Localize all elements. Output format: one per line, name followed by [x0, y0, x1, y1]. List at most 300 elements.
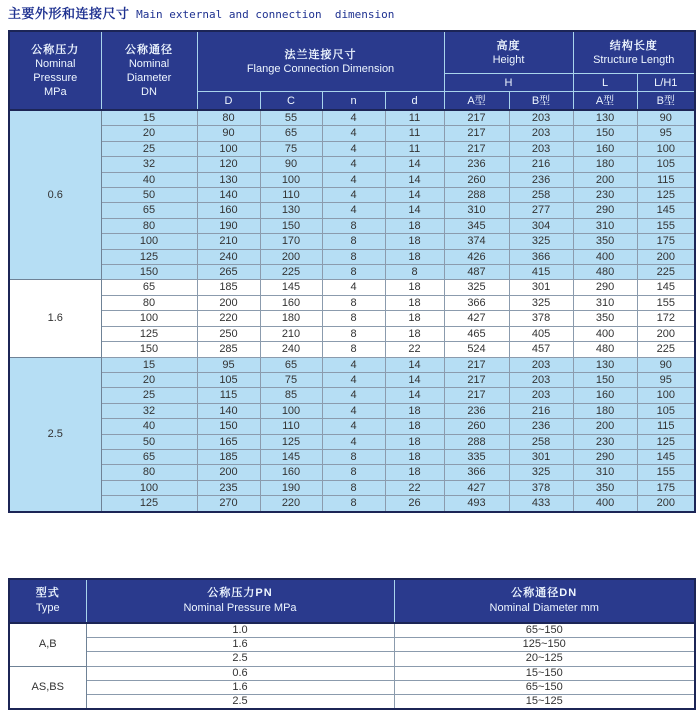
cell: 415 [509, 265, 573, 280]
cell: 125 [101, 326, 197, 341]
cell: 18 [385, 434, 444, 449]
cell: 95 [197, 357, 260, 372]
table-row [9, 652, 695, 666]
table-row [9, 480, 695, 495]
cell: 110 [260, 419, 322, 434]
cell: 65 [101, 203, 197, 218]
cell: 8 [322, 265, 385, 280]
header-h: H [444, 74, 573, 92]
table-row [9, 388, 695, 403]
cell: 1.6 [86, 680, 394, 694]
table-row [9, 172, 695, 187]
cell: 304 [509, 218, 573, 233]
cell: 18 [385, 249, 444, 264]
cell: 100 [637, 141, 695, 156]
cell: 180 [260, 311, 322, 326]
cell: 155 [637, 218, 695, 233]
table-row [9, 295, 695, 310]
cell: 32 [101, 157, 197, 172]
cell: 457 [509, 342, 573, 357]
cell: 22 [385, 480, 444, 495]
cell: 11 [385, 126, 444, 141]
cell: 345 [444, 218, 509, 233]
type-group-cell: A,B [9, 623, 86, 666]
cell: 150 [101, 342, 197, 357]
cell: 350 [573, 480, 637, 495]
cell: 155 [637, 295, 695, 310]
cell: 378 [509, 480, 573, 495]
table-row [9, 311, 695, 326]
page-title [8, 3, 394, 23]
cell: 366 [444, 465, 509, 480]
cell: 427 [444, 480, 509, 495]
cell: 175 [637, 480, 695, 495]
cell: 125 [101, 249, 197, 264]
cell: 125 [260, 434, 322, 449]
cell: 100 [260, 403, 322, 418]
cell: 18 [385, 311, 444, 326]
table-row [9, 638, 695, 652]
cell: 288 [444, 188, 509, 203]
cell: 105 [637, 157, 695, 172]
cell: 4 [322, 203, 385, 218]
table-row [9, 218, 695, 233]
cell: 140 [197, 188, 260, 203]
table-row [9, 188, 695, 203]
cell: 400 [573, 496, 637, 512]
cell: 4 [322, 419, 385, 434]
cell: 0.6 [86, 666, 394, 680]
header-structure-length: 结构长度 Structure Length [573, 31, 695, 74]
header-nominal-diameter: 公称通径 Nominal Diameter DN [101, 31, 197, 110]
table-row [9, 203, 695, 218]
type-table-body [9, 623, 695, 709]
cell: 350 [573, 311, 637, 326]
cell: 4 [322, 388, 385, 403]
table-row [9, 126, 695, 141]
cell: 14 [385, 188, 444, 203]
cell: 125 [637, 188, 695, 203]
cell: 20 [101, 372, 197, 387]
cell: 200 [260, 249, 322, 264]
cell: 8 [322, 218, 385, 233]
cell: 80 [101, 295, 197, 310]
cell: 465 [444, 326, 509, 341]
cell: 145 [260, 449, 322, 464]
cell: 115 [637, 172, 695, 187]
cell: 15~125 [394, 695, 695, 710]
cell: 8 [385, 265, 444, 280]
cell: 100 [260, 172, 322, 187]
cell: 433 [509, 496, 573, 512]
cell: 8 [322, 295, 385, 310]
cell: 14 [385, 388, 444, 403]
table-row [9, 141, 695, 156]
pressure-group-cell: 0.6 [9, 110, 101, 280]
cell: 236 [444, 403, 509, 418]
cell: 480 [573, 265, 637, 280]
cell: 8 [322, 234, 385, 249]
cell: 18 [385, 280, 444, 295]
cell: 426 [444, 249, 509, 264]
cell: 14 [385, 157, 444, 172]
header-dn: 公称通径DN Nominal Diameter mm [394, 579, 695, 623]
cell: 150 [573, 372, 637, 387]
cell: 265 [197, 265, 260, 280]
cell: 65 [260, 126, 322, 141]
table-row [9, 110, 695, 126]
cell: 18 [385, 218, 444, 233]
cell: 225 [637, 342, 695, 357]
cell: 14 [385, 372, 444, 387]
cell: 11 [385, 141, 444, 156]
cell: 100 [101, 480, 197, 495]
cell: 236 [509, 419, 573, 434]
cell: 216 [509, 403, 573, 418]
header-subcol-0: D [197, 92, 260, 111]
cell: 285 [197, 342, 260, 357]
cell: 260 [444, 172, 509, 187]
cell: 14 [385, 172, 444, 187]
cell: 130 [573, 357, 637, 372]
cell: 217 [444, 110, 509, 126]
cell: 105 [637, 403, 695, 418]
cell: 240 [260, 342, 322, 357]
cell: 235 [197, 480, 260, 495]
cell: 190 [197, 218, 260, 233]
cell: 180 [573, 403, 637, 418]
cell: 18 [385, 465, 444, 480]
cell: 175 [637, 234, 695, 249]
cell: 130 [573, 110, 637, 126]
cell: 50 [101, 188, 197, 203]
cell: 288 [444, 434, 509, 449]
cell: 335 [444, 449, 509, 464]
cell: 290 [573, 280, 637, 295]
cell: 125 [101, 496, 197, 512]
cell: 130 [260, 203, 322, 218]
cell: 90 [260, 157, 322, 172]
cell: 18 [385, 449, 444, 464]
cell: 115 [197, 388, 260, 403]
cell: 301 [509, 280, 573, 295]
cell: 310 [573, 465, 637, 480]
cell: 145 [637, 280, 695, 295]
cell: 325 [509, 295, 573, 310]
cell: 301 [509, 449, 573, 464]
cell: 200 [573, 172, 637, 187]
cell: 100 [637, 388, 695, 403]
cell: 18 [385, 403, 444, 418]
cell: 75 [260, 141, 322, 156]
cell: 8 [322, 326, 385, 341]
cell: 290 [573, 203, 637, 218]
table-row [9, 623, 695, 638]
cell: 90 [197, 126, 260, 141]
page-title-chinese: 主要外形和连接尺寸 [8, 6, 130, 21]
cell: 200 [197, 295, 260, 310]
cell: 310 [573, 218, 637, 233]
cell: 20~125 [394, 652, 695, 666]
header-height: 高度 Height [444, 31, 573, 74]
cell: 217 [444, 388, 509, 403]
pressure-group-cell: 2.5 [9, 357, 101, 512]
cell: 250 [197, 326, 260, 341]
cell: 90 [637, 110, 695, 126]
cell: 140 [197, 403, 260, 418]
cell: 95 [637, 372, 695, 387]
header-type: 型式 Type [9, 579, 86, 623]
cell: 40 [101, 172, 197, 187]
cell: 55 [260, 110, 322, 126]
cell: 11 [385, 110, 444, 126]
cell: 310 [573, 295, 637, 310]
cell: 217 [444, 357, 509, 372]
cell: 2.5 [86, 695, 394, 710]
cell: 8 [322, 480, 385, 495]
cell: 203 [509, 141, 573, 156]
cell: 160 [260, 295, 322, 310]
table-row [9, 357, 695, 372]
cell: 120 [197, 157, 260, 172]
cell: 4 [322, 157, 385, 172]
cell: 14 [385, 203, 444, 218]
cell: 203 [509, 110, 573, 126]
cell: 366 [444, 295, 509, 310]
pressure-group-cell: 1.6 [9, 280, 101, 357]
table-row [9, 265, 695, 280]
dimension-table-header [9, 31, 695, 110]
header-subcol-1: C [260, 92, 322, 111]
cell: 366 [509, 249, 573, 264]
cell: 1.0 [86, 623, 394, 638]
cell: 200 [637, 496, 695, 512]
cell: 8 [322, 449, 385, 464]
cell: 290 [573, 449, 637, 464]
cell: 487 [444, 265, 509, 280]
cell: 26 [385, 496, 444, 512]
cell: 115 [637, 419, 695, 434]
cell: 4 [322, 372, 385, 387]
header-l-h1: L/H1 [637, 74, 695, 92]
cell: 170 [260, 234, 322, 249]
cell: 100 [101, 311, 197, 326]
cell: 405 [509, 326, 573, 341]
table-row [9, 666, 695, 680]
cell: 217 [444, 126, 509, 141]
cell: 4 [322, 357, 385, 372]
cell: 160 [197, 203, 260, 218]
cell: 18 [385, 419, 444, 434]
header-subcol-3: d [385, 92, 444, 111]
cell: 480 [573, 342, 637, 357]
cell: 155 [637, 465, 695, 480]
cell: 378 [509, 311, 573, 326]
cell: 230 [573, 434, 637, 449]
cell: 4 [322, 403, 385, 418]
cell: 100 [197, 141, 260, 156]
cell: 50 [101, 434, 197, 449]
cell: 100 [101, 234, 197, 249]
cell: 65 [101, 449, 197, 464]
type-group-cell: AS,BS [9, 666, 86, 709]
cell: 1.6 [86, 638, 394, 652]
table-row [9, 403, 695, 418]
cell: 150 [573, 126, 637, 141]
cell: 65 [260, 357, 322, 372]
dimension-table-body [9, 110, 695, 512]
cell: 277 [509, 203, 573, 218]
cell: 80 [197, 110, 260, 126]
table-row [9, 419, 695, 434]
table-row [9, 449, 695, 464]
header-subcol-7: B型 [637, 92, 695, 111]
cell: 130 [197, 172, 260, 187]
cell: 400 [573, 326, 637, 341]
cell: 200 [637, 249, 695, 264]
cell: 8 [322, 249, 385, 264]
page-title-english: Main external and connection dimension [129, 8, 395, 21]
cell: 203 [509, 126, 573, 141]
cell: 210 [197, 234, 260, 249]
cell: 190 [260, 480, 322, 495]
cell: 145 [637, 203, 695, 218]
table-row [9, 372, 695, 387]
header-subcol-2: n [322, 92, 385, 111]
cell: 270 [197, 496, 260, 512]
table-row [9, 280, 695, 295]
cell: 4 [322, 280, 385, 295]
cell: 160 [260, 465, 322, 480]
table-row [9, 680, 695, 694]
cell: 374 [444, 234, 509, 249]
header-l: L [573, 74, 637, 92]
cell: 25 [101, 388, 197, 403]
cell: 185 [197, 280, 260, 295]
type-table-header [9, 579, 695, 623]
cell: 25 [101, 141, 197, 156]
header-subcol-4: A型 [444, 92, 509, 111]
cell: 90 [637, 357, 695, 372]
dimension-table [8, 30, 696, 513]
cell: 40 [101, 419, 197, 434]
cell: 200 [573, 419, 637, 434]
cell: 15 [101, 110, 197, 126]
cell: 236 [509, 172, 573, 187]
cell: 4 [322, 188, 385, 203]
cell: 85 [260, 388, 322, 403]
cell: 4 [322, 434, 385, 449]
cell: 217 [444, 372, 509, 387]
cell: 427 [444, 311, 509, 326]
table-row [9, 342, 695, 357]
cell: 80 [101, 465, 197, 480]
cell: 220 [197, 311, 260, 326]
cell: 4 [322, 110, 385, 126]
cell: 14 [385, 357, 444, 372]
cell: 310 [444, 203, 509, 218]
cell: 65~150 [394, 680, 695, 694]
cell: 240 [197, 249, 260, 264]
table-row [9, 157, 695, 172]
cell: 258 [509, 188, 573, 203]
cell: 8 [322, 342, 385, 357]
cell: 18 [385, 326, 444, 341]
cell: 22 [385, 342, 444, 357]
cell: 15~150 [394, 666, 695, 680]
cell: 200 [197, 465, 260, 480]
cell: 110 [260, 188, 322, 203]
cell: 325 [509, 234, 573, 249]
cell: 2.5 [86, 652, 394, 666]
table-row [9, 249, 695, 264]
cell: 200 [637, 326, 695, 341]
cell: 145 [637, 449, 695, 464]
header-subcol-5: B型 [509, 92, 573, 111]
cell: 4 [322, 141, 385, 156]
cell: 524 [444, 342, 509, 357]
cell: 18 [385, 234, 444, 249]
cell: 65 [101, 280, 197, 295]
header-pn: 公称压力PN Nominal Pressure MPa [86, 579, 394, 623]
cell: 172 [637, 311, 695, 326]
cell: 203 [509, 372, 573, 387]
cell: 8 [322, 311, 385, 326]
cell: 350 [573, 234, 637, 249]
cell: 18 [385, 295, 444, 310]
cell: 216 [509, 157, 573, 172]
cell: 8 [322, 465, 385, 480]
cell: 4 [322, 172, 385, 187]
cell: 225 [637, 265, 695, 280]
cell: 180 [573, 157, 637, 172]
table-row [9, 496, 695, 512]
cell: 493 [444, 496, 509, 512]
header-nominal-pressure: 公称压力 Nominal Pressure MPa [9, 31, 101, 110]
cell: 80 [101, 218, 197, 233]
cell: 125 [637, 434, 695, 449]
cell: 160 [573, 141, 637, 156]
cell: 203 [509, 388, 573, 403]
cell: 230 [573, 188, 637, 203]
table-row [9, 434, 695, 449]
cell: 217 [444, 141, 509, 156]
cell: 258 [509, 434, 573, 449]
cell: 125~150 [394, 638, 695, 652]
cell: 260 [444, 419, 509, 434]
cell: 325 [509, 465, 573, 480]
cell: 4 [322, 126, 385, 141]
cell: 220 [260, 496, 322, 512]
cell: 105 [197, 372, 260, 387]
cell: 203 [509, 357, 573, 372]
table-row [9, 465, 695, 480]
header-subcol-6: A型 [573, 92, 637, 111]
cell: 75 [260, 372, 322, 387]
cell: 20 [101, 126, 197, 141]
cell: 210 [260, 326, 322, 341]
cell: 8 [322, 496, 385, 512]
cell: 325 [444, 280, 509, 295]
cell: 65~150 [394, 623, 695, 638]
table-row [9, 234, 695, 249]
cell: 15 [101, 357, 197, 372]
cell: 165 [197, 434, 260, 449]
type-table [8, 578, 696, 710]
table-row [9, 695, 695, 710]
cell: 236 [444, 157, 509, 172]
header-flange-connection: 法兰连接尺寸 Flange Connection Dimension [197, 31, 444, 92]
